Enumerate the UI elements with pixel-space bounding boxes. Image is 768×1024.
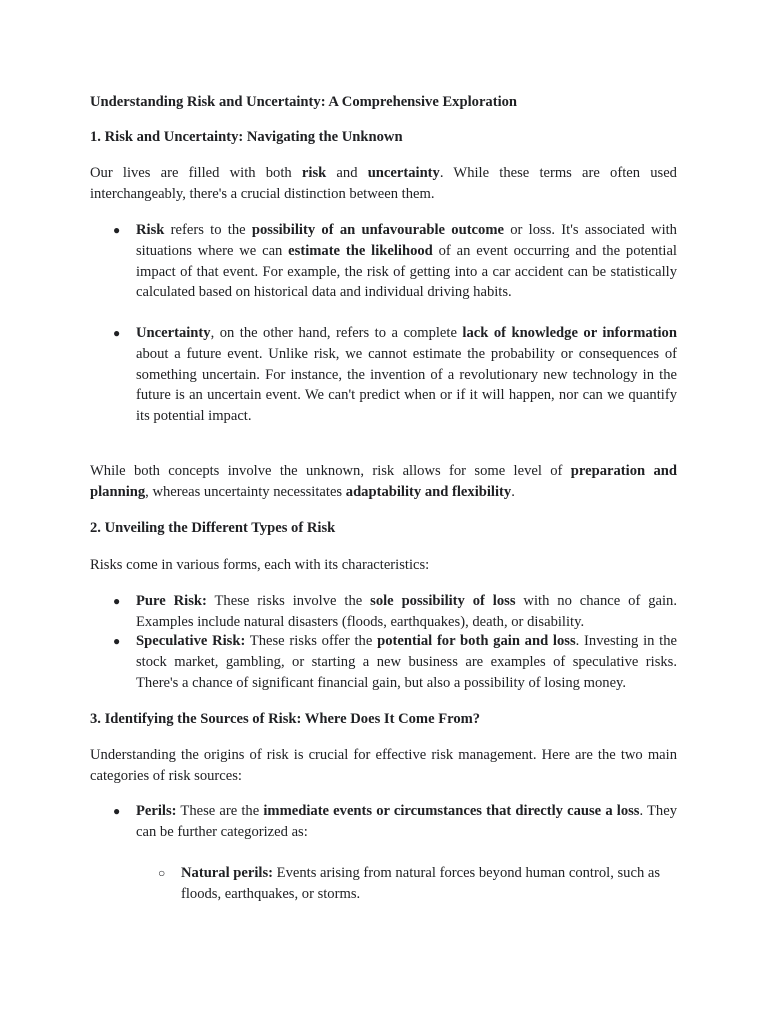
section-3-intro: Understanding the origins of risk is crucial for effective risk management. Here are the two main categories of risk sources: bbox=[90, 747, 677, 784]
list-item-speculative-risk: Speculative Risk: These risks offer the potential for both gain and loss. Investing in the stock market, gambling, or starting a new business are examples of speculative risks. There's a chance of significant financial gain, but also a possibility of losing money. bbox=[136, 633, 677, 691]
section-3-heading: 3. Identifying the Sources of Risk: Where Does It Come From? bbox=[90, 711, 481, 727]
section-1-intro: Our lives are filled with both risk and uncertainty. While these terms are often used interchangeably, there's a crucial distinction between them. bbox=[90, 165, 677, 202]
bullet-icon: ● bbox=[113, 804, 121, 818]
sub-bullet-icon: ○ bbox=[158, 866, 166, 880]
section-1-heading: 1. Risk and Uncertainty: Navigating the Unknown bbox=[90, 129, 403, 145]
bullet-icon: ● bbox=[113, 223, 121, 237]
list-item-risk: Risk refers to the possibility of an unfavourable outcome or loss. It's associated with situations where we can estimate the likelihood of an event occurring and the potential impact of that event. For example, the risk of getting into a car accident can be statistically calculated based on historical data and individual driving habits. bbox=[136, 222, 677, 301]
section-2-intro: Risks come in various forms, each with its characteristics: bbox=[90, 557, 430, 573]
bullet-icon: ● bbox=[113, 594, 121, 608]
list-item-perils: Perils: These are the immediate events or circumstances that directly cause a loss. They can be further categorized as: bbox=[136, 803, 678, 840]
section-1-closing: While both concepts involve the unknown, risk allows for some level of preparation and planning, whereas uncertainty necessitates adaptability and flexibility. bbox=[90, 463, 677, 500]
sub-list-item-natural-perils: Natural perils: Events arising from natural forces beyond human control, such as floods, earthquakes, or storms. bbox=[181, 865, 661, 902]
bullet-icon: ● bbox=[113, 326, 121, 340]
list-item-pure-risk: Pure Risk: These risks involve the sole possibility of loss with no chance of gain. Examples include natural disasters (floods, earthquakes), death, or disability. bbox=[136, 593, 678, 630]
list-item-uncertainty: Uncertainty, on the other hand, refers to a complete lack of knowledge or information about a future event. Unlike risk, we cannot estimate the probability or consequences of something uncertain. For instance, the invention of a revolutionary new technology in the future is an uncertain event. We can't predict when or if it will happen, nor can we quantify its potential impact. bbox=[136, 325, 677, 425]
bullet-icon: ● bbox=[113, 634, 121, 648]
document-title: Understanding Risk and Uncertainty: A Comprehensive Exploration bbox=[90, 94, 518, 110]
section-2-heading: 2. Unveiling the Different Types of Risk bbox=[90, 520, 336, 536]
